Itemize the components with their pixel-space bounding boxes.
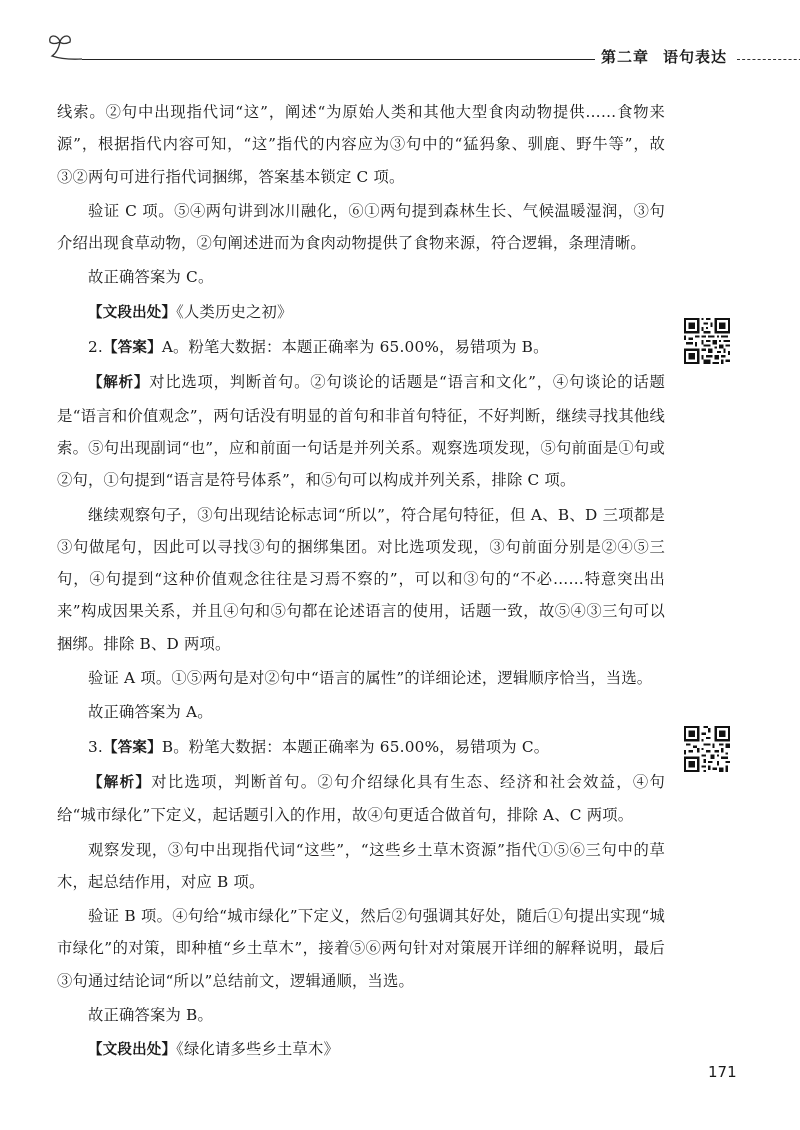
source-line bbox=[57, 296, 665, 329]
answer-label: 【答案】 bbox=[103, 340, 162, 357]
header-rule bbox=[82, 59, 630, 60]
paragraph: 故正确答案为 A。 bbox=[88, 703, 213, 722]
question-number: 2. bbox=[88, 338, 103, 357]
answer-line bbox=[57, 731, 665, 764]
answer-text: A。粉笔大数据：本题正确率为 65.00%，易错项为 B。 bbox=[161, 338, 549, 357]
page-body bbox=[57, 96, 665, 1067]
page-number: 171 bbox=[708, 1063, 737, 1081]
analysis-paragraph bbox=[57, 366, 665, 496]
chapter-number: 第二章 bbox=[601, 48, 650, 66]
source-title: 《绿化请多些乡土草木》 bbox=[176, 1040, 340, 1059]
answer-label: 【答案】 bbox=[103, 739, 162, 756]
source-title: 《人类历史之初》 bbox=[176, 302, 293, 321]
source-line bbox=[57, 1033, 665, 1066]
question-number: 3. bbox=[88, 737, 103, 756]
source-label: 【文段出处】 bbox=[88, 304, 177, 321]
analysis-label: 【解析】 bbox=[88, 774, 152, 791]
paragraph: 验证 C 项。⑤④两句讲到冰川融化，⑥①两句提到森林生长、气候温暖湿润，③句介绍出现食草动物，②句阐述进而为食肉动物提供了食物来源，符合逻辑，条理清晰。 bbox=[57, 201, 665, 253]
paragraph: 继续观察句子，③句出现结论标志词“所以”，符合尾句特征，但 A、B、D 三项都是③句做尾句，因此可以寻找③句的捆绑集团。对比选项发现，③句前面分别是②④⑤三句，④句提到“这种价值观念往往是习焉不察的”，可以和③句的“不必……特意突出出来”构成因果关系，并且④句和⑤句都在论述语言的使用，话题一致，故⑤④③三句可以捆绑。排除 B、D 两项。 bbox=[57, 505, 665, 653]
analysis-text: 对比选项，判断首句。②句谈论的话题是“语言和文化”，④句谈论的话题是“语言和价值观念”，两句话没有明显的首句和非首句特征，不好判断，继续寻找其他线索。⑤句出现副词“也”，应和前面一句话是并列关系。观察选项发现，⑤句前面是①句或②句，①句提到“语言是符号体系”，和⑤句可以构成并列关系，排除 C 项。 bbox=[57, 373, 665, 490]
answer-text: B。粉笔大数据：本题正确率为 65.00%，易错项为 C。 bbox=[161, 737, 550, 756]
paragraph: 故正确答案为 C。 bbox=[88, 268, 214, 287]
analysis-paragraph bbox=[57, 766, 665, 832]
chapter-title: 语句表达 bbox=[663, 48, 728, 66]
page-header bbox=[40, 28, 770, 68]
source-label: 【文段出处】 bbox=[88, 1042, 177, 1059]
paragraph: 故正确答案为 B。 bbox=[88, 1006, 213, 1025]
header-dashed-rule bbox=[737, 59, 800, 60]
analysis-label: 【解析】 bbox=[88, 375, 150, 392]
paragraph: 验证 A 项。①⑤两句是对②句中“语言的属性”的详细论述，逻辑顺序恰当，当选。 bbox=[88, 669, 653, 688]
paragraph: 线索。②句中出现指代词“这”，阐述“为原始人类和其他大型食肉动物提供……食物来源”，根据指代内容可知，“这”指代的内容应为③句中的“猛犸象、驯鹿、野牛等”，故③②两句可进行指代词捆绑，答案基本锁定 C 项。 bbox=[57, 103, 665, 186]
leaf-icon bbox=[44, 32, 84, 62]
analysis-text: 对比选项，判断首句。②句介绍绿化具有生态、经济和社会效益，④句给“城市绿化”下定义，起话题引入的作用，故④句更适合做首句，排除 A、C 两项。 bbox=[57, 772, 665, 825]
paragraph: 观察发现，③句中出现指代词“这些”，“这些乡土草木资源”指代①⑤⑥三句中的草木，起总结作用，对应 B 项。 bbox=[57, 840, 665, 891]
answer-line bbox=[57, 331, 665, 364]
chapter-heading bbox=[595, 46, 733, 67]
paragraph: 验证 B 项。④句给“城市绿化”下定义，然后②句强调其好处，随后①句提出实现“城市绿化”的对策，即种植“乡土草木”，接着⑤⑥两句针对对策展开详细的解释说明，最后③句通过结论词“所以”总结前文，逻辑通顺，当选。 bbox=[57, 907, 665, 990]
qr-code-icon bbox=[684, 318, 730, 364]
qr-code-icon bbox=[684, 726, 730, 772]
